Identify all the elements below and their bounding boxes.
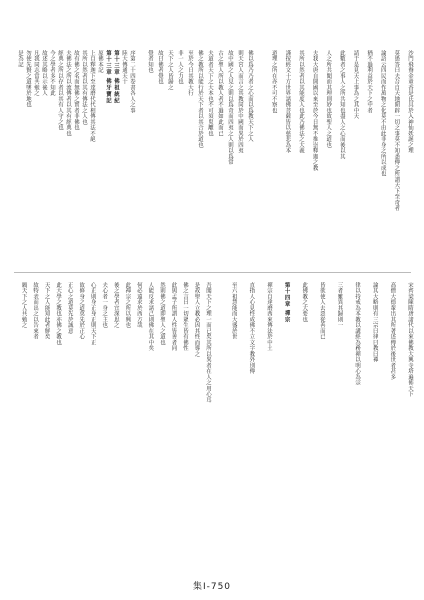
text-column: 第十三章 佛祖統紀 <box>113 50 119 105</box>
text-column: 其所以然者以其有傳法之人也 <box>81 50 87 125</box>
text-column: 佛之教所以能行於天下者以其合於道也 <box>197 50 203 148</box>
text-column: 沙門飛鴦金童香是氏具於入神仙妖誕之理 <box>407 50 413 154</box>
text-column: 夫道者天下之大本也不可須臾離也 <box>207 50 213 137</box>
text-column: 三者雖異其歸則一 <box>336 282 343 328</box>
text-column: 凡我同志當共勉之 <box>33 50 39 96</box>
text-column: 原佛本記 <box>97 50 103 73</box>
text-column: 夫心者一身之主也 <box>101 282 108 328</box>
text-column: 是故聖人立教必因其性而導之 <box>193 282 200 357</box>
text-column: 經典之所以存者以其有人守之也 <box>57 50 63 131</box>
text-column: 論語云四民而作萬物之化莫不由此非身之所以成也 <box>379 50 386 177</box>
text-column: 勿使先賢之道墜於地也 <box>25 50 31 108</box>
text-column: 故述其略以示後人 <box>41 50 47 96</box>
text-column: 律以持戒為本教以講經為務禪以明心為宗 <box>354 282 361 386</box>
text-column: 人能反求諸己則佛在其中矣 <box>147 282 154 351</box>
text-column: 今之學者多不知此 <box>49 50 55 96</box>
text-column: 夫佛法之所以流傳者以其有經典也 <box>65 50 71 137</box>
text-column: 心正則身正身正則天下正 <box>89 282 96 346</box>
text-column: 非一人之力也 <box>177 50 183 85</box>
text-column: 覺者知也 <box>147 50 153 73</box>
text-column: 此大學之教也亦佛之教也 <box>55 282 62 346</box>
text-column: 天下之人能知此者鮮矣 <box>43 282 50 340</box>
text-column: 然則佛之道即聖人之道也 <box>158 282 165 346</box>
text-column: 道理之所在亦不可不察也 <box>270 50 277 114</box>
text-column: 直指人心見性成佛不立文字教外別傳 <box>248 282 255 374</box>
text-column: 莫愚答曰夫吾自天地開辟一切之事莫不知悉傳之所謂天下至奇者 <box>393 50 400 211</box>
text-column: 禪宗自達磨西來傳法於中土 <box>265 282 272 351</box>
text-column: 此數者之事人之所共知也盡人之心而後以其 <box>338 50 345 160</box>
text-column: 此佛教之大要也 <box>301 282 308 323</box>
text-column: 請于是見天上事為之其中天 <box>352 50 359 119</box>
text-column: 此禪宗之所以興也 <box>124 282 131 328</box>
text-column: 至六祖慧能而大盛於世 <box>230 282 237 340</box>
lower-right-text-block <box>218 0 412 600</box>
text-column: 願天下之人共勉之 <box>20 282 27 328</box>
text-column: 宋齊梁陳隋唐諸代以來佛教大興寺塔遍佈天下 <box>407 282 413 397</box>
text-column: 上自釋迦下至達磨代代相傳其法不絕 <box>89 50 95 142</box>
text-column: 故有佛之名而無佛之實者非佛也 <box>73 50 79 131</box>
page-number: 集Ⅰ-750 <box>192 582 232 592</box>
text-column: 謹按經文十方世界諸佛菩薩皆以慈悲為本 <box>284 50 291 154</box>
text-column: 則天宮人而言之其教同於中國而異於四夷 <box>237 50 243 154</box>
text-column: 序第二十四卷書各人之事 <box>129 50 135 114</box>
text-column: 猶不過利益於天下之中者 <box>366 50 373 114</box>
text-column: 第十三章 佛牙寶記 <box>105 50 111 105</box>
text-column: 皆欲使人去惡從善而已 <box>318 282 325 340</box>
text-column: 故修身之道莫先於正心 <box>78 282 85 340</box>
text-column: 至於今日其教大行 <box>187 50 193 96</box>
text-column: 此與孟子所謂人性皆善者同 <box>170 282 177 351</box>
text-column: 正心之道莫先於誠意 <box>66 282 73 334</box>
text-column: 佛以爲乃乃者之心而以爲教天下之人 <box>247 50 253 142</box>
text-column: 吾聞天下之理一而已矣其所以異者在人之用心耳 <box>205 282 211 403</box>
text-column: 是為記 <box>17 50 23 68</box>
text-column: 故特表而出之以告來者 <box>32 282 39 340</box>
text-column: 論其大略則有三宗曰律曰教曰禪 <box>371 282 378 363</box>
text-column: 後之學者宜深思之 <box>112 282 119 328</box>
text-column: 第十四章 禪宗 <box>283 282 290 324</box>
text-column: 古之聖人所以教人者不過如此而已 <box>217 50 223 137</box>
text-column: 人之所共聞而其理則妙也故聖人之道也 <box>325 50 332 148</box>
text-column: 故曰佛者覺也 <box>157 50 163 85</box>
text-column: 天下之人皆歸之 <box>167 50 173 91</box>
text-column: 故中國之人見之則以爲奇而四夷之人則以爲常 <box>227 50 233 165</box>
text-column: 何必遠求於西方哉 <box>135 282 142 328</box>
text-column: 其所以然者以其能度人也此乃佛法之大義 <box>297 50 304 154</box>
text-column: 夫我大唐自開國以來至於今日無不推崇釋迦之教 <box>311 50 318 171</box>
text-column: 佛之言曰一切眾生皆有佛性 <box>181 282 188 351</box>
text-column: 高僧大德輩出其所著述傳於後世者甚多 <box>389 282 396 380</box>
text-column: 陸大傳通天十 <box>121 50 127 85</box>
